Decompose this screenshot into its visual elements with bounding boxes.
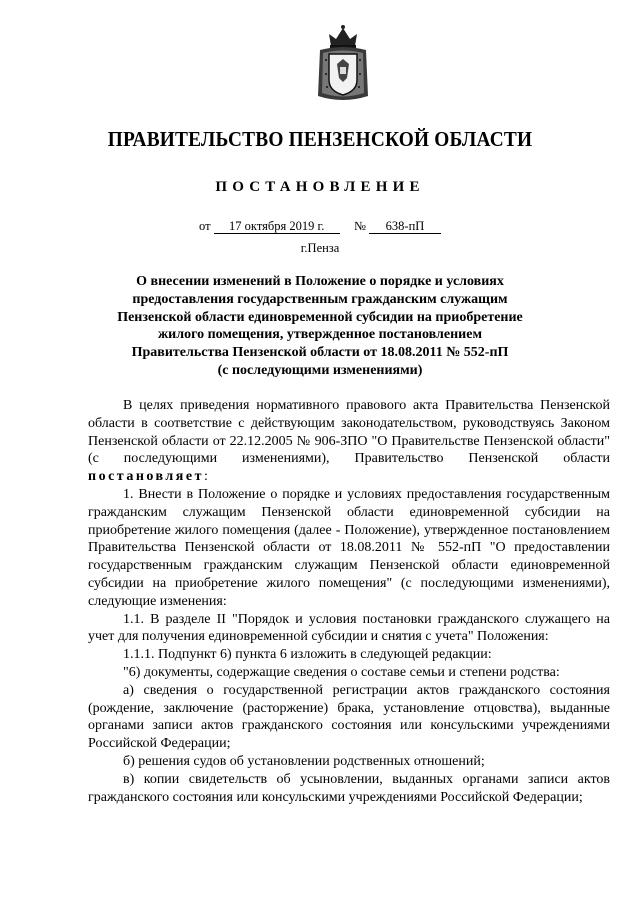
- body-paragraph: б) решения судов об установлении родственных отношений;: [123, 753, 485, 769]
- date-number-line: [0, 219, 640, 234]
- document-type: ПОСТАНОВЛЕНИЕ: [215, 179, 425, 195]
- heading-line: Правительства Пензенской области от 18.08.2011 № 552-пП: [131, 345, 509, 361]
- body-paragraph: 1.1.1. Подпункт 6) пункта 6 изложить в следующей редакции:: [123, 647, 492, 663]
- paragraph-punctuation: :: [203, 469, 208, 485]
- heading-line: жилого помещения, утвержденное постановлением: [158, 327, 482, 343]
- body-paragraph: 1.1. В разделе II "Порядок и условия постановки гражданского служащего на учет для получения единовременной субсидии и снятия с учета" Положения:: [88, 611, 610, 645]
- document-body: [88, 397, 610, 806]
- heading-line: (с последующими изменениями): [217, 362, 423, 378]
- document-number: 638-пП: [369, 220, 441, 234]
- government-title: ПРАВИТЕЛЬСТВО ПЕНЗЕНСКОЙ ОБЛАСТИ: [107, 127, 533, 151]
- coat-of-arms-icon: [314, 24, 372, 104]
- body-paragraph: "6) документы, содержащие сведения о составе семьи и степени родства:: [123, 664, 560, 680]
- city-name: г.Пенза: [300, 241, 340, 255]
- date-prefix: от: [199, 219, 211, 233]
- resolves-keyword: постановляет: [88, 469, 204, 485]
- paragraph-text: В целях приведения нормативного правового акта Правительства Пензенской области в соответствие с действующим законодательством, руководствуясь Законом Пензенской области от 22.12.2005 № 906-ЗПО "О Правительстве Пензенской области" (с последующими изменениями), Правительство Пензенской области: [88, 398, 610, 467]
- body-paragraph: в) копии свидетельств об усыновлении, выданных органами записи актов гражданского состояния или консульскими учреждениями Российской Федерации;: [88, 771, 610, 805]
- heading-line: предоставления государственным гражданским служащим: [132, 291, 508, 307]
- body-paragraph: а) сведения о государственной регистрации актов гражданского состояния (рождение, заключение (расторжение) брака, установление отцовства), выданные органами записи актов гражданского состояния или консульскими учреждениями Российской Федерации;: [88, 682, 610, 752]
- document-date: 17 октября 2019 г.: [214, 220, 340, 234]
- body-paragraph: [88, 397, 610, 486]
- heading-line: О внесении изменений в Положение о порядке и условиях: [136, 274, 504, 289]
- heading-line: Пензенской области единовременной субсидии на приобретение: [117, 309, 523, 325]
- document-heading: [110, 273, 530, 380]
- number-prefix: №: [353, 219, 366, 233]
- body-paragraph: 1. Внести в Положение о порядке и условиях предоставления государственным гражданским служащим Пензенской области единовременной субсидии на приобретение жилого помещения (далее - Положение), утвержденное постановлением Правительства Пензенской области от 18.08.2011 № 552-пП "О предоставлении государственным гражданским служащим Пензенской области единовременной субсидии на приобретение жилого помещения" (с последующими изменениями), следующие изменения:: [88, 486, 610, 609]
